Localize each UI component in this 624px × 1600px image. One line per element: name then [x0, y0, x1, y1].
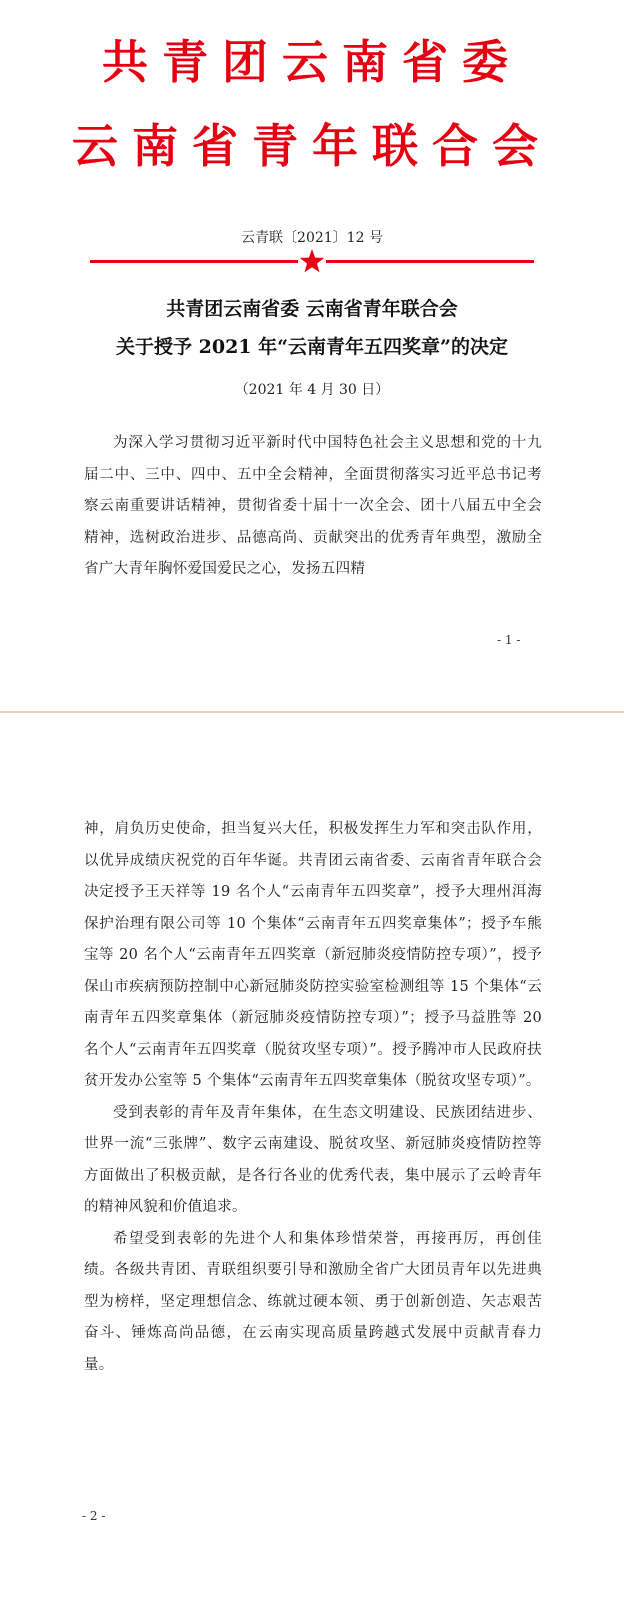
document-number: 云青联〔2021〕12 号 — [241, 230, 383, 246]
body-text-page-2 — [84, 814, 542, 1381]
red-rule-left — [90, 260, 298, 263]
paragraph-3: 希望受到表彰的先进个人和集体珍惜荣誉，再接再厉，再创佳绩。各级共青团、青联组织要引导和激励全省广大团员青年以先进典型为榜样，坚定理想信念、练就过硬本领、勇于创新创造、矢志艰苦奋斗、锤炼高尚品德，在云南实现高质量跨越式发展中贡献青春力量。 — [84, 1230, 542, 1373]
document-date: （2021 年 4 月 30 日） — [234, 382, 390, 398]
paragraph-1-continued: 神，肩负历史使命，担当复兴大任，积极发挥生力军和突击队作用，以优异成绩庆祝党的百年华诞。共青团云南省委、云南省青年联合会决定授予王天祥等 19 名个人“云南青年五四奖章”，授予大理州洱海保护治理有限公司等 10 个集体“云南青年五四奖章集体”；授予车熊宝等 20 名个人“云南青年五四奖章（新冠肺炎疫情防控专项）”，授予保山市疾病预防控制中心新冠肺炎防控实验室检测组等 15 个集体“云南青年五四奖章集体（新冠肺炎疫情防控专项）”；授予马益胜等 20 名个人“云南青年五四奖章（脱贫攻坚专项）”。授予腾冲市人民政府扶贫开发办公室等 5 个集体“云南青年五四奖章集体（脱贫攻坚专项）”。 — [84, 821, 542, 1089]
page-2 — [0, 714, 624, 1600]
paragraph-1-start: 为深入学习贯彻习近平新时代中国特色社会主义思想和党的十九届二中、三中、四中、五中全会精神，全面贯彻落实习近平总书记考察云南重要讲话精神，贯彻省委十届十一次全会、团十八届五中全会精神，选树政治进步、品德高尚、贡献突出的优秀青年典型，激励全省广大青年胸怀爱国爱民之心，发扬五四精 — [84, 435, 542, 577]
header-org-name-1: 共青团云南省委 — [102, 35, 522, 89]
page-divider — [0, 711, 624, 713]
page-number-2: - 2 - — [82, 1509, 106, 1523]
red-rule-right — [326, 260, 534, 263]
page-1 — [0, 0, 624, 712]
red-star-icon — [299, 248, 325, 274]
header-org-name-2: 云南省青年联合会 — [72, 119, 552, 173]
page-number-1: - 1 - — [497, 633, 521, 647]
document-title-line-2: 关于授予 2021 年“云南青年五四奖章”的决定 — [116, 336, 508, 358]
body-text-page-1 — [84, 428, 542, 586]
document-title-line-1: 共青团云南省委 云南省青年联合会 — [166, 298, 458, 320]
paragraph-2: 受到表彰的青年及青年集体，在生态文明建设、民族团结进步、世界一流“三张牌”、数字云南建设、脱贫攻坚、新冠肺炎疫情防控等方面做出了积极贡献，是各行各业的优秀代表，集中展示了云岭青年的精神风貌和价值追求。 — [84, 1104, 542, 1215]
